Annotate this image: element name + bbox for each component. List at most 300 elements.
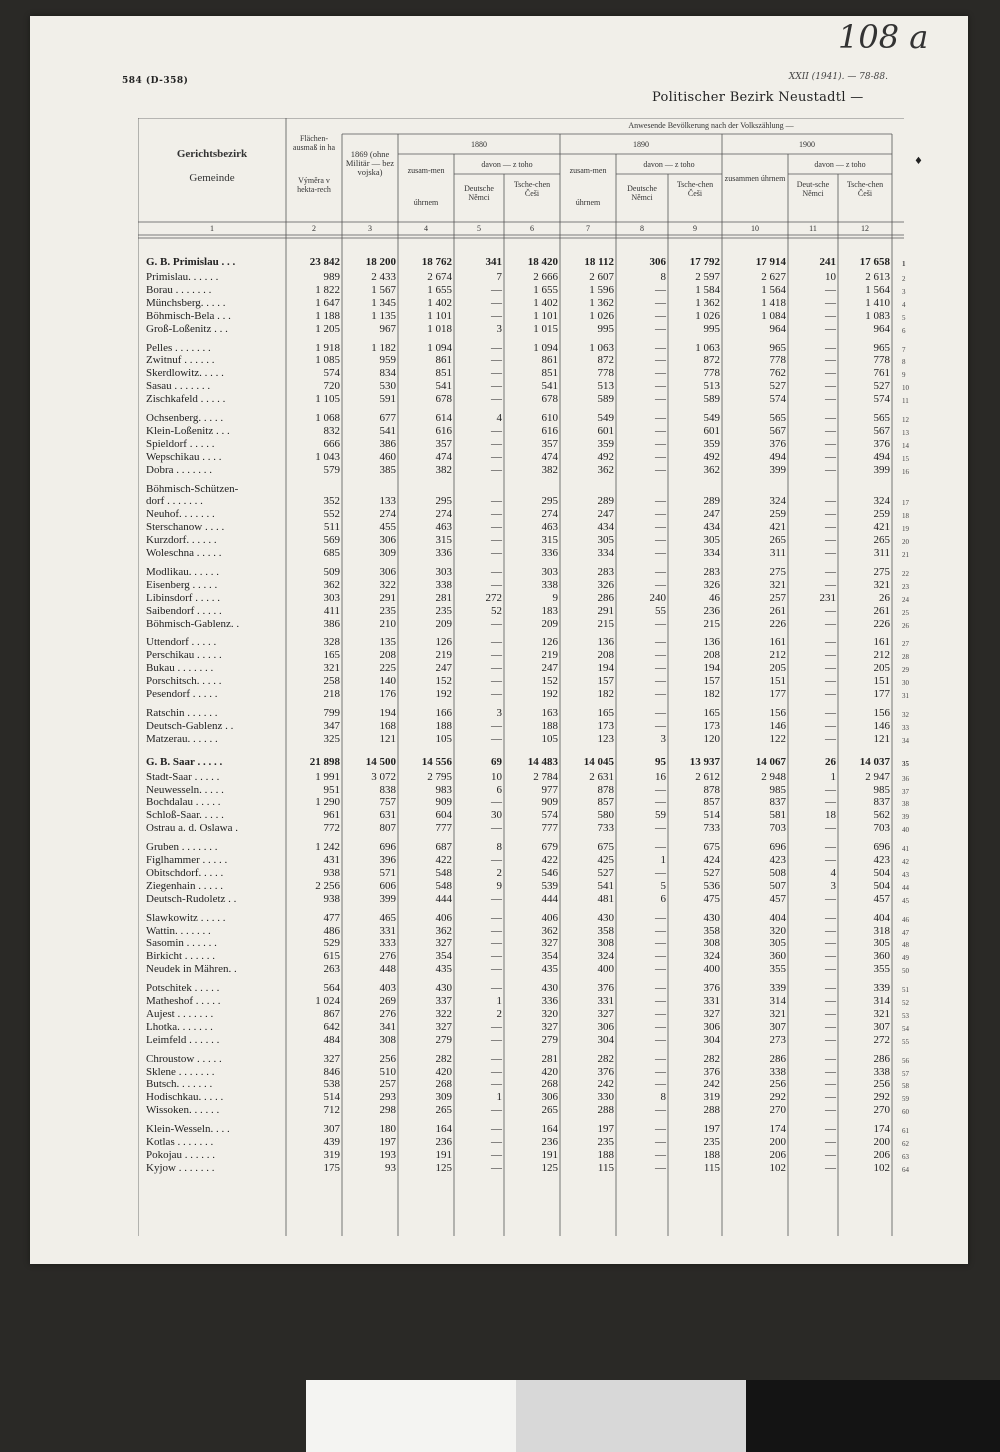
cell-j: — xyxy=(825,547,836,559)
cell-a: 511 xyxy=(323,521,340,534)
cell-f: 359 xyxy=(597,437,614,450)
cell-f: 123 xyxy=(597,732,614,745)
cell-k: 146 xyxy=(873,719,890,732)
table-row xyxy=(138,393,909,406)
cell-i: 423 xyxy=(769,854,786,866)
row-number: 39 xyxy=(902,813,909,822)
cell-k: 423 xyxy=(873,854,890,866)
cell-d: — xyxy=(491,1065,502,1078)
cell-f: 242 xyxy=(597,1078,614,1091)
cell-c: 777 xyxy=(435,822,452,835)
cell-k: 256 xyxy=(873,1078,890,1091)
header-census: Anwesende Bevölkerung nach der Volkszählung — xyxy=(628,121,794,130)
cell-a: 569 xyxy=(323,534,340,547)
municipality-name: Sasau . . . . . . . xyxy=(146,380,211,393)
municipality-name: Zischkafeld . . . . . xyxy=(146,393,226,406)
cell-h: 308 xyxy=(703,937,720,950)
cell-e: 279 xyxy=(541,1033,558,1046)
cell-c: 274 xyxy=(435,508,452,521)
cell-g: — xyxy=(655,963,666,976)
municipality-name: Pelles . . . . . . . xyxy=(146,341,211,354)
municipality-name: Saibendorf . . . . . xyxy=(146,604,222,617)
cell-c: 430 xyxy=(435,982,452,995)
cell-k: 305 xyxy=(873,937,890,950)
table-row xyxy=(138,1091,909,1104)
cell-i: 286 xyxy=(769,1052,786,1065)
cell-e: 125 xyxy=(541,1161,558,1174)
cell-f: 733 xyxy=(597,822,614,835)
cell-f: 235 xyxy=(597,1136,614,1148)
cell-h: 878 xyxy=(703,783,720,796)
table-row xyxy=(138,284,906,296)
cell-e: 18 420 xyxy=(527,256,558,268)
municipality-name: Lhotka. . . . . . . xyxy=(146,1020,213,1033)
municipality-name: Neuwesseln. . . . . xyxy=(146,783,224,796)
table-row xyxy=(138,866,909,879)
cell-g: — xyxy=(655,1123,666,1136)
cell-d: 30 xyxy=(491,809,502,822)
cell-g: — xyxy=(655,675,666,688)
cell-k: 275 xyxy=(873,565,890,578)
cell-d: — xyxy=(491,296,502,309)
cell-d: — xyxy=(491,688,502,700)
cell-i: 355 xyxy=(769,963,786,976)
cell-b: 291 xyxy=(379,591,396,604)
cell-h: 514 xyxy=(703,809,720,822)
cell-h: 306 xyxy=(703,1020,720,1033)
cell-f: 330 xyxy=(597,1091,614,1104)
cell-a: 1 205 xyxy=(315,322,340,335)
table-row xyxy=(138,732,909,745)
cell-k: 965 xyxy=(873,341,890,354)
municipality-name: Stadt-Saar . . . . . xyxy=(146,770,220,783)
cell-g: — xyxy=(655,283,666,296)
cell-b: 631 xyxy=(379,809,396,822)
cell-a: 321 xyxy=(323,662,340,675)
cell-c: 125 xyxy=(435,1161,452,1174)
cell-b: 306 xyxy=(379,565,396,578)
cell-g: — xyxy=(655,1104,666,1117)
cell-g: — xyxy=(655,521,666,534)
cell-e: 1 655 xyxy=(533,283,558,296)
cell-i: 321 xyxy=(769,1007,786,1020)
cell-i: 320 xyxy=(769,924,786,937)
cell-j: — xyxy=(825,1052,836,1065)
cell-g: — xyxy=(655,322,666,335)
cell-a: 327 xyxy=(323,1052,340,1065)
table-row xyxy=(138,297,906,309)
cell-c: 851 xyxy=(435,367,452,380)
cell-f: 513 xyxy=(597,380,614,393)
calibration-black xyxy=(746,1380,1000,1452)
cell-j: 26 xyxy=(825,755,836,768)
table-row xyxy=(138,412,909,424)
cell-b: 276 xyxy=(379,950,396,963)
cell-h: 208 xyxy=(703,649,720,662)
municipality-name: Chroustow . . . . . xyxy=(146,1052,222,1065)
cell-f: 247 xyxy=(597,508,614,521)
cell-f: 331 xyxy=(597,995,614,1007)
cell-c: 188 xyxy=(435,719,452,732)
cell-i: 360 xyxy=(769,950,786,963)
cell-a: 961 xyxy=(323,809,340,822)
cell-e: 327 xyxy=(541,1020,558,1033)
cell-i: 1 418 xyxy=(761,296,786,309)
cell-e: 678 xyxy=(541,393,558,406)
row-number: 49 xyxy=(902,954,909,963)
cell-c: 337 xyxy=(435,995,452,1007)
cell-i: 314 xyxy=(769,995,786,1007)
cell-d: — xyxy=(491,547,502,559)
cell-i: 2 948 xyxy=(761,770,786,783)
row-number: 4 xyxy=(902,300,906,309)
cell-b: 757 xyxy=(379,796,396,809)
header-de-1900: Deut-sche Němci xyxy=(796,180,830,198)
cell-d: — xyxy=(491,982,502,995)
cell-a: 328 xyxy=(323,636,340,649)
cell-d: 1 xyxy=(496,1091,502,1104)
header-total-1900: zusammen úhrnem xyxy=(724,174,786,183)
cell-f: 481 xyxy=(597,892,614,905)
cell-j: — xyxy=(825,1033,836,1046)
cell-i: 965 xyxy=(769,341,786,354)
cell-h: 17 792 xyxy=(689,256,720,268)
cell-j: — xyxy=(825,822,836,835)
cell-g: — xyxy=(655,565,666,578)
municipality-name: Sterschanow . . . . xyxy=(146,521,225,534)
cell-e: 851 xyxy=(541,367,558,380)
cell-b: 193 xyxy=(379,1148,396,1161)
cell-i: 257 xyxy=(769,591,786,604)
cell-e: 474 xyxy=(541,450,558,463)
cell-f: 288 xyxy=(597,1104,614,1117)
cell-i: 305 xyxy=(769,937,786,950)
municipality-name: Bochdalau . . . . . xyxy=(146,796,221,809)
cell-d: — xyxy=(491,565,502,578)
cell-e: 574 xyxy=(541,809,558,822)
cell-a: 1 242 xyxy=(315,841,340,854)
row-number: 62 xyxy=(902,1140,909,1148)
cell-a: 439 xyxy=(323,1136,340,1148)
cell-h: 182 xyxy=(703,688,720,700)
row-number: 55 xyxy=(902,1037,909,1046)
cell-i: 146 xyxy=(769,719,786,732)
row-number: 44 xyxy=(902,883,909,892)
municipality-name: Böhmisch-Gablenz. . xyxy=(146,617,240,630)
cell-b: 591 xyxy=(379,393,396,406)
column-number: 12 xyxy=(861,224,869,233)
cell-b: 133 xyxy=(379,495,396,508)
cell-g: 95 xyxy=(655,755,666,768)
cell-j: — xyxy=(825,1065,836,1078)
cell-c: 362 xyxy=(435,924,452,937)
cell-c: 463 xyxy=(435,521,452,534)
municipality-name: Wattin. . . . . . . xyxy=(146,924,211,937)
cell-k: 761 xyxy=(873,367,890,380)
cell-i: 565 xyxy=(769,412,786,424)
cell-b: 530 xyxy=(379,380,396,393)
header-municipality: Gemeinde xyxy=(189,172,235,184)
cell-e: 320 xyxy=(541,1007,558,1020)
cell-e: 183 xyxy=(541,604,558,617)
row-number: 13 xyxy=(902,428,909,437)
cell-f: 2 631 xyxy=(589,770,614,783)
cell-c: 315 xyxy=(435,534,452,547)
cell-k: 318 xyxy=(873,924,890,937)
header-total-1880: zusam-men xyxy=(407,166,445,175)
cell-f: 286 xyxy=(597,591,614,604)
cell-e: 192 xyxy=(541,688,558,700)
cell-f: 14 045 xyxy=(583,755,614,768)
cell-j: — xyxy=(825,982,836,995)
cell-i: 261 xyxy=(769,604,786,617)
cell-h: 197 xyxy=(703,1123,720,1136)
table-row xyxy=(138,1078,909,1091)
cell-i: 508 xyxy=(769,866,786,879)
cell-d: — xyxy=(491,463,502,476)
municipality-name: Schloß-Saar. . . . . xyxy=(146,809,224,822)
cell-i: 161 xyxy=(769,636,786,649)
row-number: 46 xyxy=(902,915,909,924)
cell-h: 13 937 xyxy=(689,755,720,768)
cell-d: — xyxy=(491,675,502,688)
cell-h: 235 xyxy=(703,1136,720,1148)
table-row xyxy=(138,675,909,688)
cell-a: 1 043 xyxy=(315,450,340,463)
cell-d: — xyxy=(491,380,502,393)
cell-k: 399 xyxy=(873,463,890,476)
cell-a: 574 xyxy=(323,367,340,380)
cell-e: 354 xyxy=(541,950,558,963)
row-number: 27 xyxy=(902,640,909,649)
municipality-name: G. B. Primislau . . . xyxy=(146,256,236,268)
cell-g: 8 xyxy=(660,1091,666,1104)
cell-j: — xyxy=(825,796,836,809)
cell-k: 565 xyxy=(873,412,890,424)
cell-b: 571 xyxy=(379,866,396,879)
row-number: 2 xyxy=(902,275,906,283)
cell-a: 846 xyxy=(323,1065,340,1078)
cell-f: 326 xyxy=(597,578,614,591)
municipality-name: Hodischkau. . . . . xyxy=(146,1091,224,1104)
table-row xyxy=(138,770,909,783)
table-row xyxy=(138,367,906,379)
cell-c: 279 xyxy=(435,1033,452,1046)
cell-j: — xyxy=(825,450,836,463)
row-number: 34 xyxy=(902,736,909,745)
row-number: 12 xyxy=(902,416,909,424)
cell-c: 474 xyxy=(435,450,452,463)
cell-h: 1 362 xyxy=(695,296,720,309)
row-number: 18 xyxy=(902,512,909,521)
cell-k: 321 xyxy=(873,578,890,591)
cell-c: 265 xyxy=(435,1104,452,1117)
cell-b: 306 xyxy=(379,534,396,547)
cell-j: — xyxy=(825,662,836,675)
cell-f: 165 xyxy=(597,706,614,719)
cell-a: 431 xyxy=(323,854,340,866)
cell-k: 121 xyxy=(873,732,890,745)
cell-g: — xyxy=(655,424,666,437)
cell-a: 685 xyxy=(323,547,340,559)
cell-j: — xyxy=(825,1136,836,1148)
cell-g: — xyxy=(655,309,666,322)
cell-c: 2 795 xyxy=(427,770,452,783)
cell-b: 1 567 xyxy=(371,283,396,296)
cell-d: — xyxy=(491,662,502,675)
cell-c: 983 xyxy=(435,783,452,796)
cell-b: 1 182 xyxy=(371,341,396,354)
cell-b: 322 xyxy=(379,578,396,591)
cell-j: — xyxy=(825,649,836,662)
cell-c: 322 xyxy=(435,1007,452,1020)
row-number: 25 xyxy=(902,608,909,617)
cell-h: 358 xyxy=(703,924,720,937)
cell-i: 696 xyxy=(769,841,786,854)
cell-j: — xyxy=(825,706,836,719)
cell-k: 2 947 xyxy=(865,770,890,783)
table-row xyxy=(138,256,906,268)
table-row xyxy=(138,310,906,322)
cell-k: 200 xyxy=(873,1136,890,1148)
cell-d: 8 xyxy=(496,841,502,854)
cell-c: 382 xyxy=(435,463,452,476)
cell-c: 338 xyxy=(435,578,452,591)
row-number: 9 xyxy=(902,371,906,380)
cell-e: 435 xyxy=(541,963,558,976)
cell-d: — xyxy=(491,649,502,662)
table-row xyxy=(138,617,909,630)
cell-j: — xyxy=(825,341,836,354)
cell-f: 1 063 xyxy=(589,341,614,354)
cell-a: 303 xyxy=(323,591,340,604)
cell-a: 362 xyxy=(323,578,340,591)
cell-k: 151 xyxy=(873,675,890,688)
table-row xyxy=(138,1052,909,1065)
cell-f: 376 xyxy=(597,982,614,995)
header-1900: 1900 xyxy=(799,140,815,149)
cell-g: — xyxy=(655,783,666,796)
row-number: 32 xyxy=(902,710,909,719)
row-number: 64 xyxy=(902,1165,909,1174)
cell-d: — xyxy=(491,578,502,591)
table-row xyxy=(138,950,909,963)
cell-f: 400 xyxy=(597,963,614,976)
municipality-name: Deutsch-Rudoletz . . xyxy=(146,892,237,905)
cell-k: 174 xyxy=(873,1123,890,1136)
cell-g: — xyxy=(655,367,666,380)
cell-h: 242 xyxy=(703,1078,720,1091)
cell-e: 152 xyxy=(541,675,558,688)
cell-a: 21 898 xyxy=(309,755,340,768)
cell-c: 909 xyxy=(435,796,452,809)
cell-h: 475 xyxy=(703,892,720,905)
population-table xyxy=(138,118,909,1236)
cell-c: 1 101 xyxy=(427,309,452,322)
cell-f: 306 xyxy=(597,1020,614,1033)
cell-h: 115 xyxy=(703,1161,720,1174)
table-row xyxy=(138,463,909,476)
cell-i: 270 xyxy=(769,1104,786,1117)
cell-f: 878 xyxy=(597,783,614,796)
cell-b: 677 xyxy=(379,412,396,424)
cell-d: — xyxy=(491,437,502,450)
cell-e: 2 784 xyxy=(533,770,558,783)
cell-i: 324 xyxy=(769,495,786,508)
row-number: 63 xyxy=(902,1152,909,1161)
scan-calibration-strip xyxy=(306,1380,1000,1452)
table-row xyxy=(138,1033,909,1046)
cell-j: — xyxy=(825,604,836,617)
cell-i: 275 xyxy=(769,565,786,578)
cell-j: 3 xyxy=(830,879,836,892)
cell-i: 307 xyxy=(769,1020,786,1033)
cell-b: 341 xyxy=(379,1020,396,1033)
cell-c: 861 xyxy=(435,354,452,367)
cell-f: 327 xyxy=(597,1007,614,1020)
table-row xyxy=(138,1123,909,1136)
cell-i: 102 xyxy=(769,1161,786,1174)
cell-d: — xyxy=(491,1052,502,1065)
header-total-1890: zusam-men xyxy=(569,166,607,175)
cell-c: 1 402 xyxy=(427,296,452,309)
row-number: 58 xyxy=(902,1082,909,1091)
cell-e: 1 101 xyxy=(533,309,558,322)
cell-d: 6 xyxy=(496,783,502,796)
row-number: 20 xyxy=(902,538,909,547)
row-number: 28 xyxy=(902,653,909,662)
cell-g: 3 xyxy=(660,732,666,745)
cell-b: 18 200 xyxy=(365,256,396,268)
cell-j: — xyxy=(825,283,836,296)
cell-a: 307 xyxy=(323,1123,340,1136)
cell-h: 376 xyxy=(703,1065,720,1078)
cell-d: — xyxy=(491,854,502,866)
municipality-name: Figlhammer . . . . . xyxy=(146,854,228,866)
cell-f: 872 xyxy=(597,354,614,367)
cell-e: 126 xyxy=(541,636,558,649)
cell-a: 642 xyxy=(323,1020,340,1033)
cell-i: 292 xyxy=(769,1091,786,1104)
cell-f: 305 xyxy=(597,534,614,547)
cell-h: 359 xyxy=(703,437,720,450)
table-row xyxy=(138,879,909,892)
municipality-name: G. B. Saar . . . . . xyxy=(146,755,223,768)
cell-i: 527 xyxy=(769,380,786,393)
cell-g: — xyxy=(655,380,666,393)
cell-h: 492 xyxy=(703,450,720,463)
cell-d: — xyxy=(491,1078,502,1091)
cell-i: 778 xyxy=(769,354,786,367)
cell-j: — xyxy=(825,495,836,508)
cell-h: 46 xyxy=(709,591,720,604)
cell-c: 548 xyxy=(435,879,452,892)
cell-k: 421 xyxy=(873,521,890,534)
cell-c: 126 xyxy=(435,636,452,649)
cell-k: 307 xyxy=(873,1020,890,1033)
cell-c: 357 xyxy=(435,437,452,450)
cell-k: 696 xyxy=(873,841,890,854)
table-row xyxy=(138,547,909,559)
cell-c: 614 xyxy=(435,412,452,424)
cell-i: 200 xyxy=(769,1136,786,1148)
cell-c: 303 xyxy=(435,565,452,578)
cell-g: — xyxy=(655,617,666,630)
cell-d: 1 xyxy=(496,995,502,1007)
cell-d: — xyxy=(491,719,502,732)
cell-j: — xyxy=(825,508,836,521)
cell-d: — xyxy=(491,283,502,296)
